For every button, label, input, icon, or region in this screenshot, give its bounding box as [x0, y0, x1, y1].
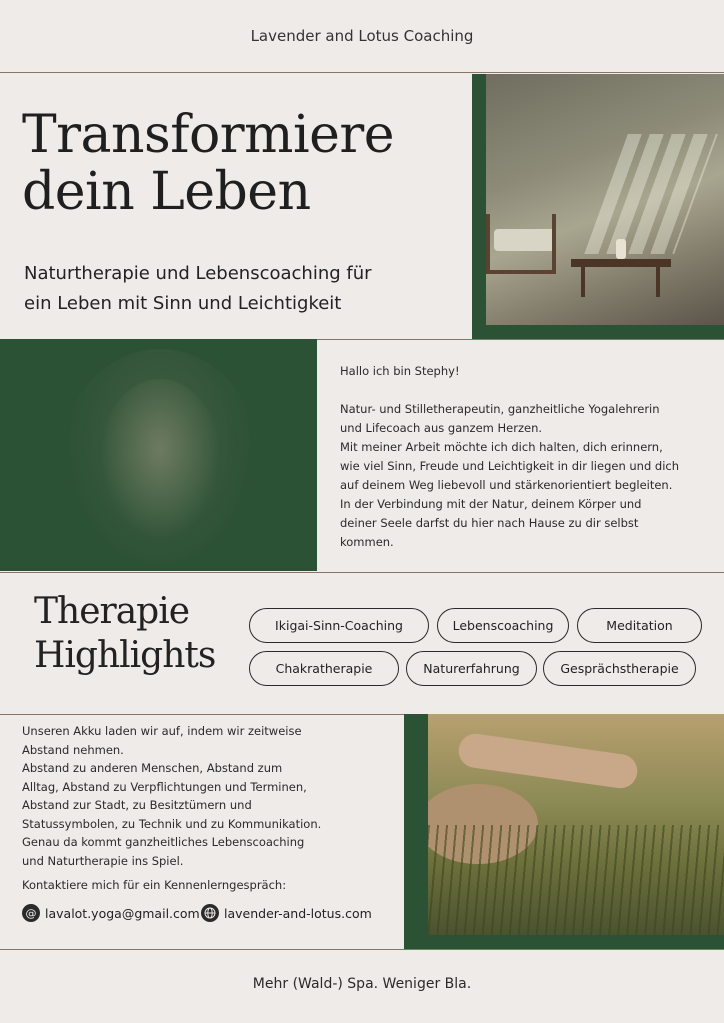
email-contact[interactable] — [22, 904, 200, 922]
divider — [0, 949, 724, 950]
highlight-gespraechstherapie: Gesprächstherapie — [543, 651, 696, 686]
divider — [0, 572, 724, 573]
contact-prompt: Kontaktiere mich für ein Kennenlerngespräch: — [22, 878, 287, 892]
highlight-naturerfahrung: Naturerfahrung — [406, 651, 537, 686]
akku-line: Unseren Akku laden wir auf, indem wir zeitweise — [22, 724, 302, 738]
divider — [0, 72, 724, 73]
intro-line: Natur- und Stilletherapeutin, ganzheitliche Yogalehrerin — [340, 402, 660, 416]
globe-icon — [201, 904, 219, 922]
akku-text — [22, 722, 367, 870]
akku-line: Genau da kommt ganzheitliches Lebenscoaching — [22, 835, 305, 849]
hero-subtitle — [24, 259, 372, 319]
living-room-photo — [472, 74, 724, 339]
highlights-title — [34, 590, 215, 678]
intro-greeting: Hallo ich bin Stephy! — [340, 364, 460, 378]
highlights-title-line: Highlights — [34, 635, 216, 676]
intro-text — [340, 362, 708, 552]
akku-line: Alltag, Abstand zu Verpflichtungen und Terminen, — [22, 779, 307, 794]
highlight-meditation: Meditation — [577, 608, 702, 643]
hero-subtitle-line: Naturtherapie und Lebenscoaching für — [24, 263, 372, 284]
intro-line: deiner Seele darfst du hier nach Hause zu dir selbst — [340, 516, 639, 530]
portrait-photo — [0, 339, 317, 571]
hero-title-line: Transformiere — [22, 105, 394, 165]
hero-title — [22, 107, 394, 221]
hero-subtitle-line: ein Leben mit Sinn und Leichtigkeit — [24, 293, 342, 314]
highlight-ikigai: Ikigai-Sinn-Coaching — [249, 608, 429, 643]
intro-line: In der Verbindung mit der Natur, deinem Körper und — [340, 497, 642, 511]
highlight-chakratherapie: Chakratherapie — [249, 651, 399, 686]
highlights-title-line: Therapie — [34, 591, 190, 632]
intro-line: Mit meiner Arbeit möchte ich dich halten, dich erinnern, — [340, 440, 663, 454]
intro-line: wie viel Sinn, Freude und Leichtigkeit in dir liegen und dich — [340, 459, 680, 473]
email-address[interactable]: lavalot.yoga@gmail.com — [45, 905, 200, 921]
hero-title-line: dein Leben — [22, 162, 311, 222]
akku-line: und Naturtherapie ins Spiel. — [22, 853, 184, 868]
akku-line: Abstand zur Stadt, zu Besitztümern und — [22, 798, 252, 812]
akku-line: Abstand nehmen. — [22, 742, 124, 757]
website-contact[interactable] — [201, 904, 372, 922]
email-icon: @ — [22, 904, 40, 922]
intro-line: auf deinem Weg liebevoll und stärkenorientiert begleiten. — [340, 478, 673, 492]
highlight-lebenscoaching: Lebenscoaching — [437, 608, 569, 643]
website-url[interactable]: lavender-and-lotus.com — [224, 905, 372, 921]
intro-line: kommen. — [340, 535, 394, 549]
akku-line: Abstand zu anderen Menschen, Abstand zum — [22, 761, 283, 775]
brand-name: Lavender and Lotus Coaching — [250, 27, 474, 45]
footer-tagline: Mehr (Wald-) Spa. Weniger Bla. — [252, 976, 472, 992]
intro-line: und Lifecoach aus ganzem Herzen. — [340, 421, 543, 435]
akku-line: Statussymbolen, zu Technik und zu Kommunikation. — [22, 816, 322, 831]
meditation-photo — [404, 714, 724, 949]
